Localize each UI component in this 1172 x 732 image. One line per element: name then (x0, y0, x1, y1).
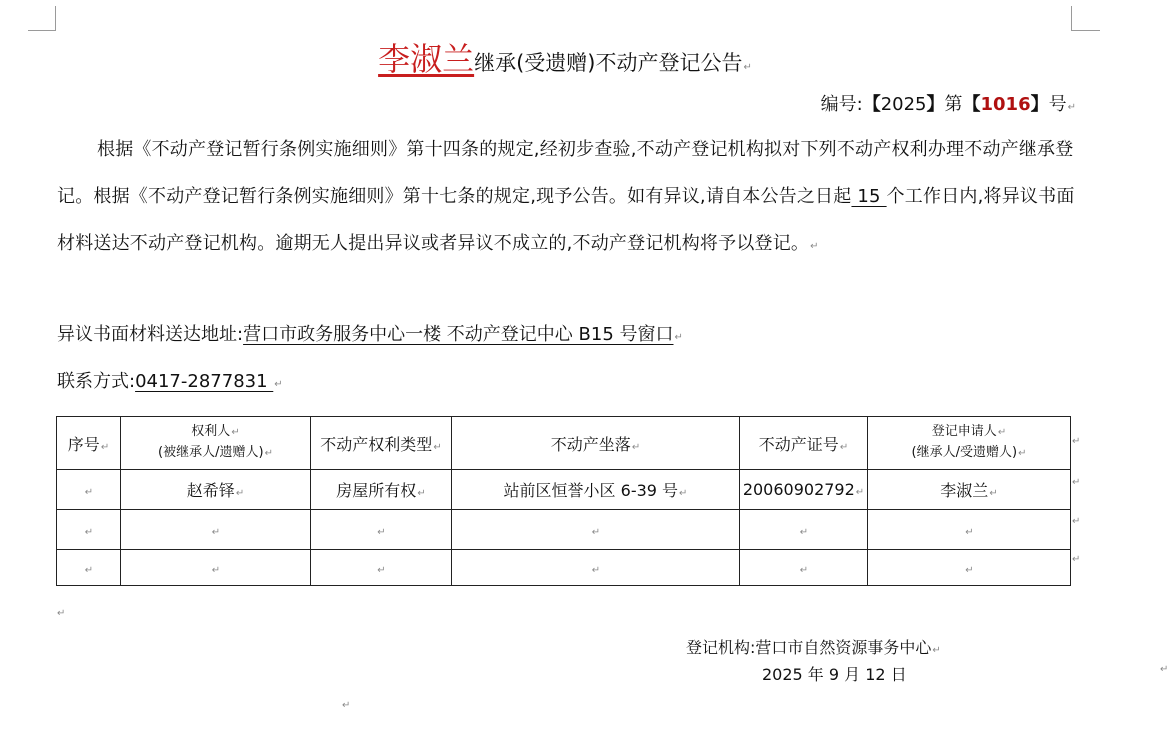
paragraph-mark-icon: ↵ (674, 332, 683, 343)
paragraph-mark-icon: ↵ (810, 241, 819, 252)
cell-right-type: 房屋所有权↵ (311, 470, 452, 510)
header-seq: 序号↵ (57, 417, 121, 470)
signature-block (686, 636, 941, 687)
body-part2: 个工作日内,将异议书面材料送达不动产登记机构。逾期无人提出异议或者异议不成立的,不动产登记机构将予以登记。 (57, 186, 1075, 254)
docno-year: 2025 (880, 94, 927, 115)
table-header-row (57, 417, 1071, 470)
body-part1: 根据《不动产登记暂行条例实施细则》第十四条的规定,经初步查验,不动产登记机构拟对下列不动产权利办理不动产继承登记。根据《不动产登记暂行条例实施细则》第十七条的规定,现予公告。如有异议,请自本公告之日起 (57, 139, 1074, 207)
paragraph-mark-icon: ↵ (342, 700, 351, 711)
paragraph-mark-icon: ↵ (274, 379, 283, 390)
paragraph-mark-icon: ↵ (57, 608, 66, 619)
paragraph-mark-icon: ↵ (1160, 664, 1169, 675)
header-right-type: 不动产权利类型↵ (311, 417, 452, 470)
header-applicant: 登记申请人↵ (继承人/受遗赠人)↵ (868, 417, 1071, 470)
docno-prefix: 编号: (820, 94, 863, 115)
address-value: 营口市政务服务中心一楼 不动产登记中心 B15 号窗口 (243, 324, 674, 345)
docno-num-open: 【 (962, 94, 981, 115)
docno-number: 1016 (980, 94, 1031, 115)
address-label: 异议书面材料送达地址: (57, 324, 244, 345)
crop-mark-top-right (1071, 6, 1072, 31)
row-end-mark-icon: ↵ (1072, 516, 1081, 527)
header-owner: 权利人↵ (被继承人/遗赠人)↵ (121, 417, 311, 470)
cell-cert-no: ↵ (740, 550, 868, 586)
title-name: 李淑兰 (378, 40, 475, 78)
cell-owner: 赵希铎↵ (121, 470, 311, 510)
docno-mid: 第 (944, 94, 963, 115)
crop-mark-top-left (55, 6, 56, 31)
cell-location: ↵ (452, 510, 740, 550)
notice-date: 2025 年 9 月 12 日 (762, 665, 907, 684)
org-label: 登记机构: (686, 638, 756, 657)
header-location: 不动产坐落↵ (452, 417, 740, 470)
cell-owner: ↵ (121, 550, 311, 586)
contact-info (57, 367, 283, 393)
registration-table (56, 416, 1071, 586)
cell-seq: ↵ (57, 510, 121, 550)
cell-owner: ↵ (121, 510, 311, 550)
table-row (57, 470, 1071, 510)
cell-right-type: ↵ (311, 550, 452, 586)
notice-body (57, 126, 1077, 270)
paragraph-mark-icon: ↵ (932, 645, 941, 656)
cell-applicant: ↵ (868, 510, 1071, 550)
docno-num-close: 】 (1030, 94, 1049, 115)
cell-cert-no: 20060902792↵ (740, 470, 868, 510)
objection-address (57, 320, 683, 346)
crop-mark-top-left (28, 30, 56, 31)
header-cert-no: 不动产证号↵ (740, 417, 868, 470)
cell-right-type: ↵ (311, 510, 452, 550)
row-end-mark-icon: ↵ (1072, 477, 1081, 488)
body-days: 15 (851, 186, 887, 207)
contact-label: 联系方式: (57, 371, 136, 392)
table-row (57, 510, 1071, 550)
docno-year-open: 【 (862, 94, 881, 115)
cell-seq: ↵ (57, 550, 121, 586)
org-name: 营口市自然资源事务中心 (755, 638, 932, 657)
cell-applicant: 李淑兰↵ (868, 470, 1071, 510)
docno-year-close: 】 (926, 94, 945, 115)
row-end-mark-icon: ↵ (1072, 554, 1081, 565)
docno-suffix: 号 (1048, 94, 1067, 115)
cell-applicant: ↵ (868, 550, 1071, 586)
paragraph-mark-icon: ↵ (1067, 102, 1076, 113)
notice-title (0, 34, 1130, 80)
cell-seq: ↵ (57, 470, 121, 510)
row-end-mark-icon: ↵ (1072, 436, 1081, 447)
table-row (57, 550, 1071, 586)
paragraph-mark-icon: ↵ (743, 62, 752, 73)
cell-location: ↵ (452, 550, 740, 586)
crop-mark-top-right (1072, 30, 1100, 31)
document-number (821, 90, 1076, 116)
contact-value: 0417-2877831 (135, 371, 274, 392)
cell-cert-no: ↵ (740, 510, 868, 550)
cell-location: 站前区恒誉小区 6-39 号↵ (452, 470, 740, 510)
title-text: 继承(受遗赠)不动产登记公告 (474, 51, 743, 75)
